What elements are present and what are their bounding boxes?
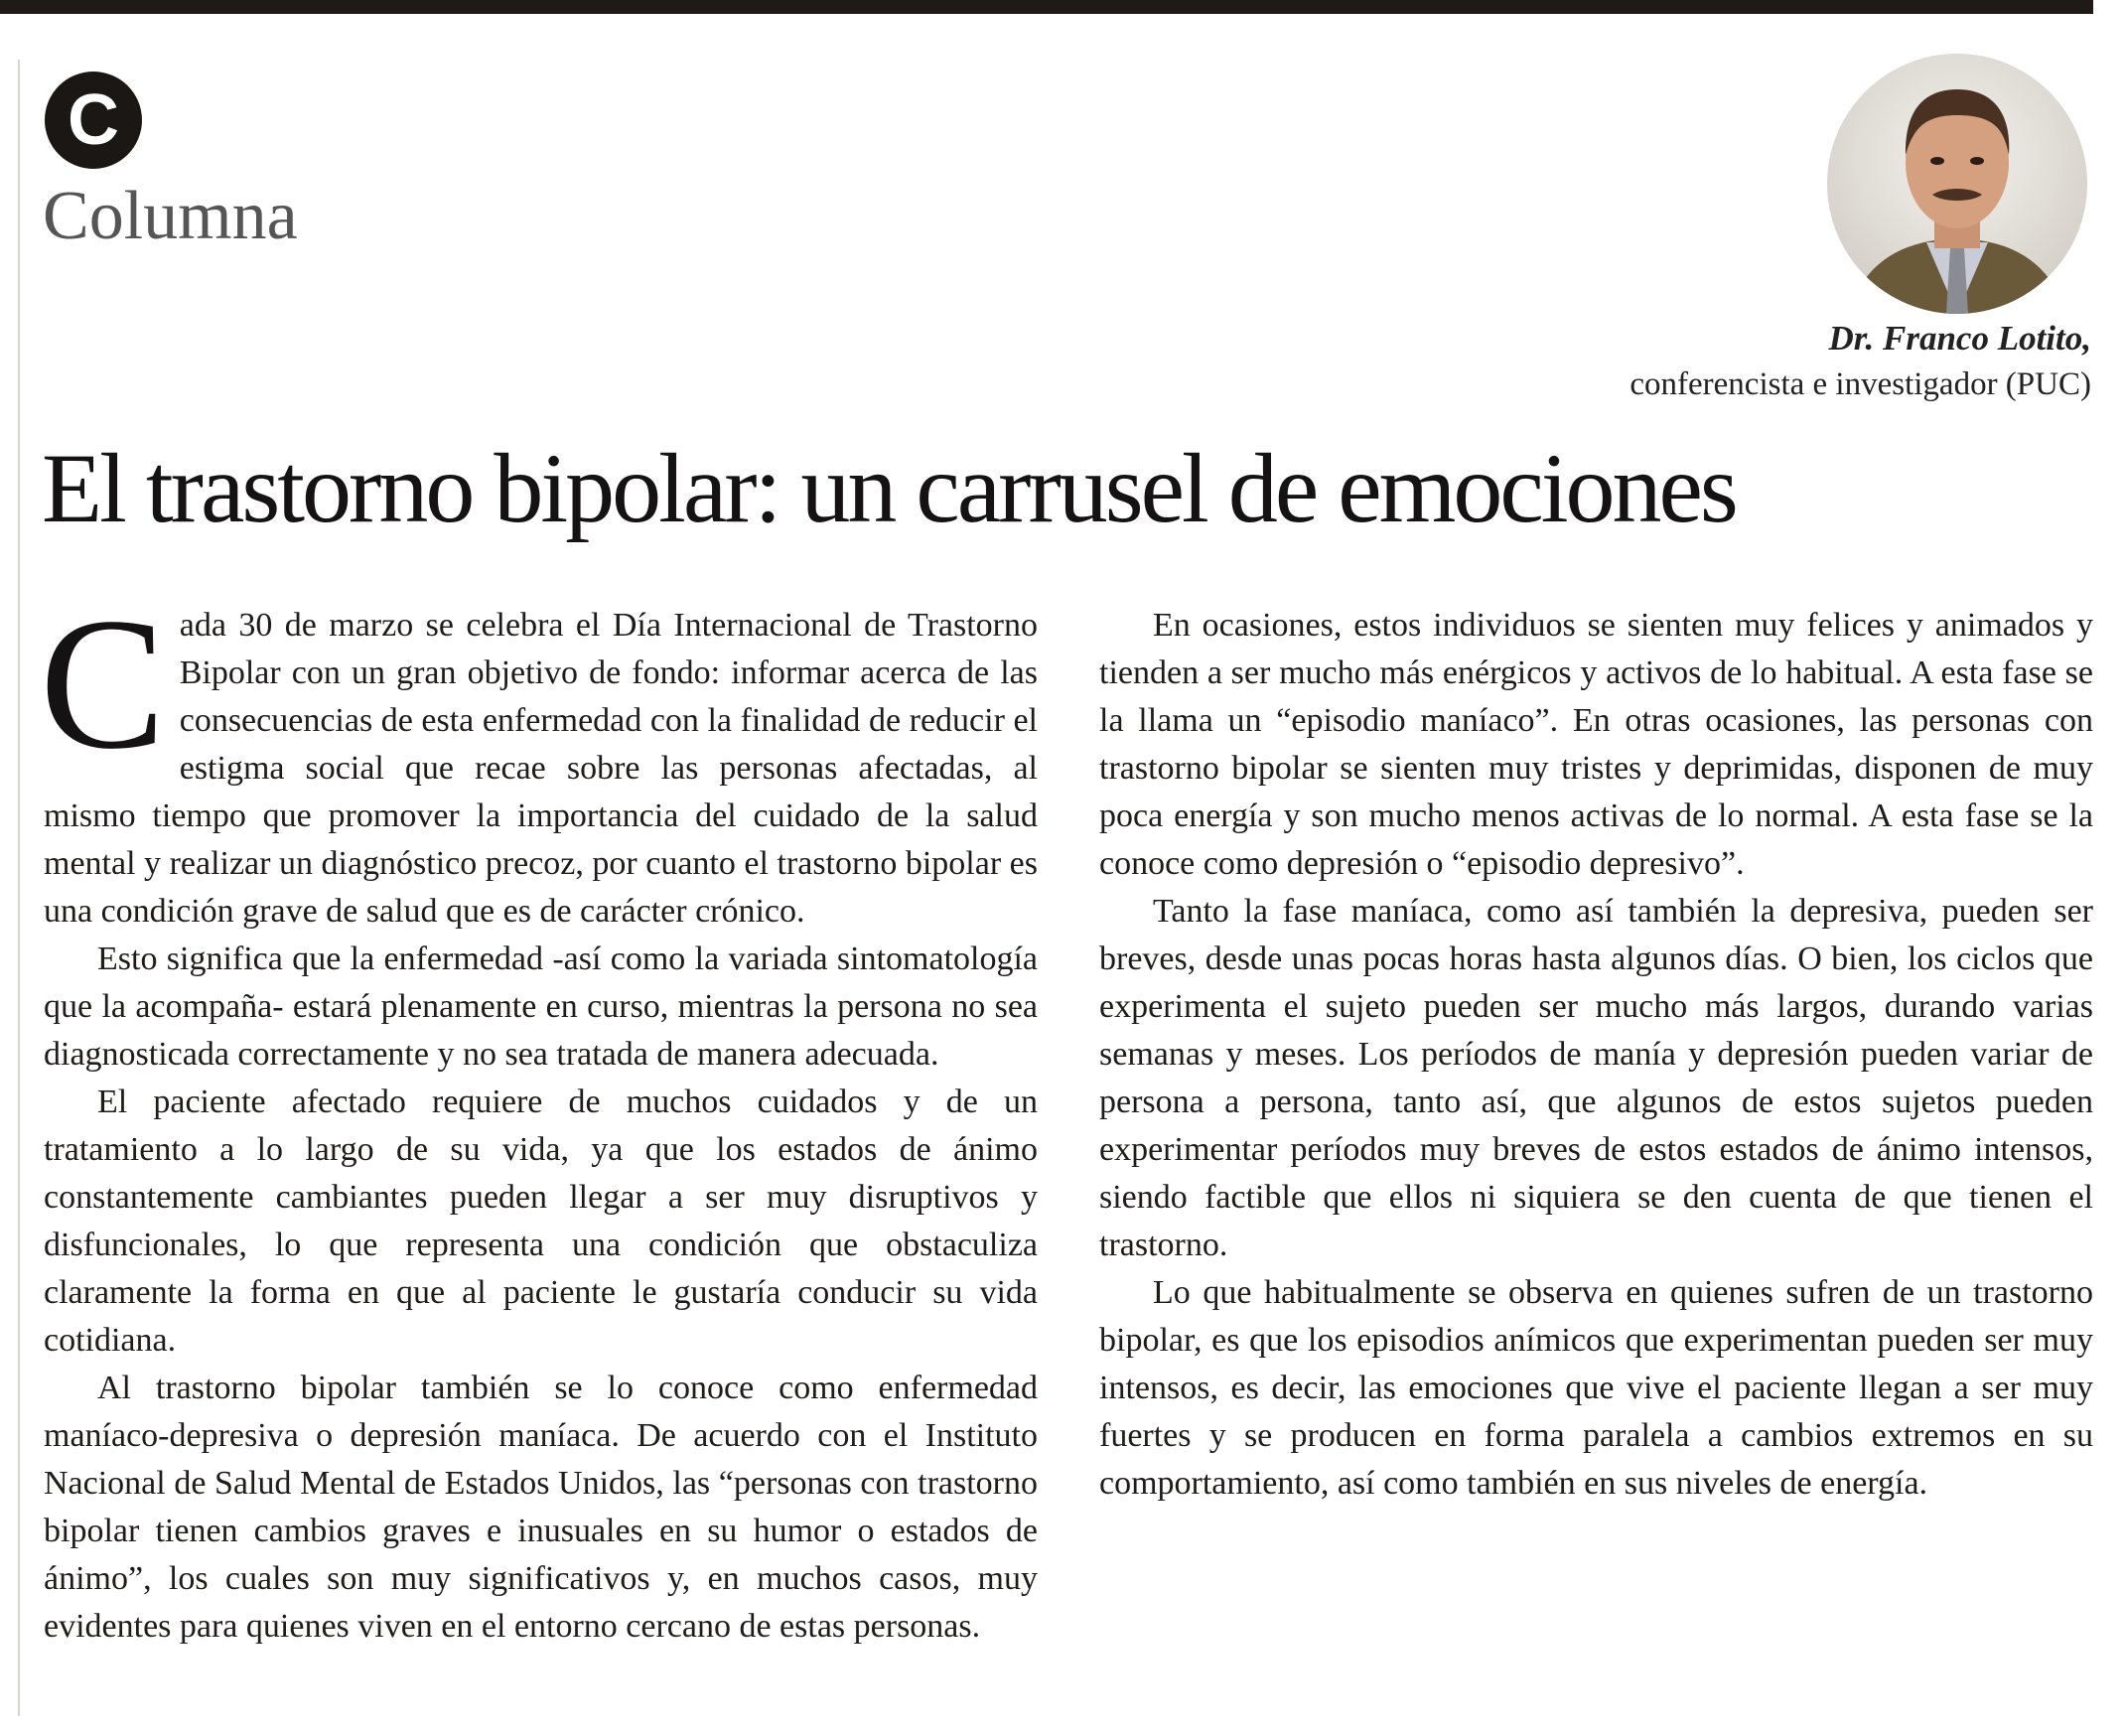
author-photo: [1827, 54, 2087, 314]
author-byline: [1629, 316, 2091, 407]
author-portrait-image: [1827, 54, 2087, 314]
left-rule: [18, 60, 20, 1716]
article-paragraph: Lo que habitualmente se observa en quienes sufren de un trastorno bipolar, es que los episodios anímicos que experimentan pueden ser muy intensos, es decir, las emociones que vive el paciente llegan a ser muy fuertes y se producen en forma paralela a cambios extremos en su comportamiento, así como también en sus niveles de energía.: [1099, 1274, 2093, 1502]
article-paragraph: Esto significa que la enfermedad -así como la variada sintomatología que la acompaña- estará plenamente en curso, mientras la persona no sea diagnosticada correctamente y no sea tratada de manera adecuada.: [44, 940, 1038, 1073]
author-name: Dr. Franco Lotito,: [1828, 319, 2091, 358]
article-paragraph: El paciente afectado requiere de muchos cuidados y de un tratamiento a lo largo de su vida, ya que los estados de ánimo constantemente cambiantes pueden llegar a ser muy disruptivos y disfuncionales, lo que representa una condición que obstaculiza claramente la forma en que al paciente le gustaría conducir su vida cotidiana.: [44, 1084, 1038, 1359]
author-role: conferencista e investigador (PUC): [1629, 366, 2091, 402]
article-paragraph: [40, 580, 1038, 936]
top-rule: [0, 0, 2093, 14]
article-body: [40, 580, 2093, 1710]
section-badge: C: [45, 72, 142, 169]
article-paragraph: Tanto la fase maníaca, como así también la depresiva, pueden ser breves, desde unas pocas horas hasta algunos días. O bien, los ciclos que experimenta el sujeto pueden ser mucho más largos, durando varias semanas y meses. Los períodos de manía y depresión pueden variar de persona a persona, tanto así, que algunos de estos sujetos pueden experimentar períodos muy breves de estos estados de ánimo intensos, siendo factible que ellos ni siquiera se den cuenta de que tienen el trastorno.: [1099, 893, 2093, 1263]
section-label: Columna: [43, 178, 298, 254]
article-headline: El trastorno bipolar: un carrusel de emociones: [42, 433, 1736, 543]
first-paragraph-text: ada 30 de marzo se celebra el Día Internacional de Trastorno Bipolar con un gran objetivo de fondo: informar acerca de las consecuencias de esta enfermedad con la finalidad de reducir el estigma social que recae sobre las personas afectadas, al mismo tiempo que promover la importancia del cuidado de la salud mental y realizar un diagnóstico precoz, por cuanto el trastorno bipolar es una condición grave de salud que es de carácter crónico.: [44, 607, 1038, 930]
article-paragraph: En ocasiones, estos individuos se sienten muy felices y animados y tienden a ser mucho más enérgicos y activos de lo habitual. A esta fase se la llama un “episodio maníaco”. En otras ocasiones, las personas con trastorno bipolar se sienten muy tristes y deprimidas, disponen de muy poca energía y son mucho menos activas de lo normal. A esta fase se la conoce como depresión o “episodio depresivo”.: [1099, 607, 2093, 882]
drop-cap: C: [40, 580, 166, 789]
article-paragraph: Al trastorno bipolar también se lo conoce como enfermedad maníaco-depresiva o depresión maníaca. De acuerdo con el Instituto Nacional de Salud Mental de Estados Unidos, las “personas con trastorno bipolar tienen cambios graves e inusuales en su humor o estados de ánimo”, los cuales son muy significativos y, en muchos casos, muy evidentes para quienes viven en el entorno cercano de estas personas.: [44, 1370, 1038, 1645]
